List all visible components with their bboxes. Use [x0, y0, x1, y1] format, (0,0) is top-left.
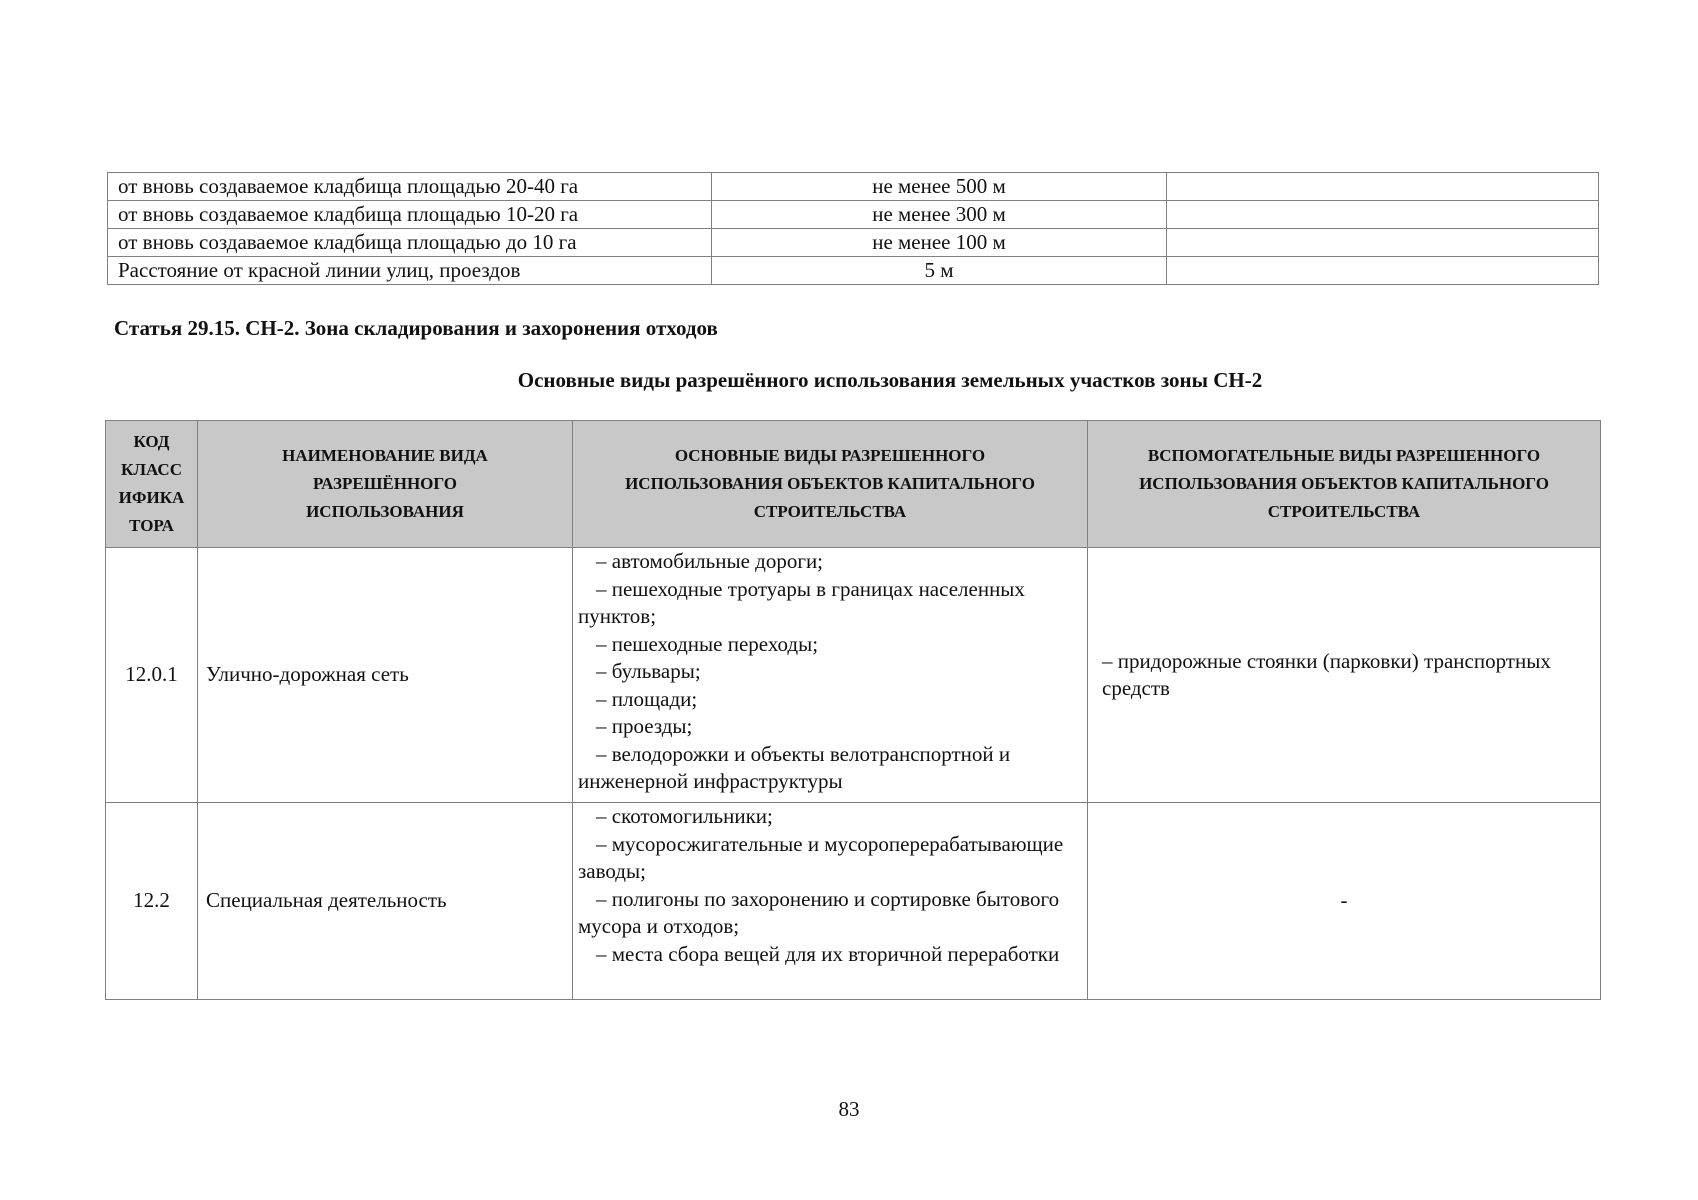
- article-heading: Статья 29.15. СН-2. Зона складирования и захоронения отходов: [114, 316, 718, 340]
- setback-name: от вновь создаваемое кладбища площадью 10-20 га: [108, 201, 712, 229]
- setback-value: не менее 500 м: [712, 173, 1167, 201]
- use-name: Специальная деятельность: [198, 803, 573, 1000]
- setback-name: Расстояние от красной линии улиц, проездов: [108, 257, 712, 285]
- table-title: Основные виды разрешённого использования земельных участков зоны СН-2: [517, 368, 1263, 392]
- setback-note: [1167, 173, 1599, 201]
- table-row: [108, 201, 1599, 229]
- table-row: [106, 548, 1601, 803]
- list-item: – велодорожки и объекты велотранспортной и инженерной инфраструктуры: [578, 741, 1011, 793]
- list-item: – мусоросжигательные и мусороперерабатывающие заводы;: [578, 831, 1064, 883]
- list-item: – автомобильные дороги;: [596, 549, 824, 573]
- classifier-code: 12.2: [106, 803, 198, 1000]
- main-uses-list: [573, 548, 1088, 803]
- aux-uses: – придорожные стоянки (парковки) транспортных средств: [1088, 548, 1601, 803]
- aux-uses: -: [1088, 803, 1601, 1000]
- land-use-table: [105, 420, 1601, 1000]
- setback-name: от вновь создаваемое кладбища площадью 20-40 га: [108, 173, 712, 201]
- list-item: – бульвары;: [596, 659, 701, 683]
- page-number: 83: [838, 1097, 860, 1121]
- table-row: [106, 803, 1601, 1000]
- use-name: Улично-дорожная сеть: [198, 548, 573, 803]
- main-uses-list: [573, 803, 1088, 1000]
- setback-value: 5 м: [712, 257, 1167, 285]
- classifier-code: 12.0.1: [106, 548, 198, 803]
- setback-value: не менее 300 м: [712, 201, 1167, 229]
- table-row: [108, 257, 1599, 285]
- setback-name: от вновь создаваемое кладбища площадью до 10 га: [108, 229, 712, 257]
- list-item: – пешеходные переходы;: [596, 631, 819, 656]
- table-header-row: [106, 421, 1601, 548]
- header-use-name: НАИМЕНОВАНИЕ ВИДА РАЗРЕШЁННОГО ИСПОЛЬЗОВАНИЯ: [198, 421, 573, 548]
- setback-note: [1167, 201, 1599, 229]
- setback-table: [107, 172, 1599, 285]
- list-item: – проезды;: [596, 714, 693, 738]
- table-row: [108, 173, 1599, 201]
- list-item: – скотомогильники;: [596, 804, 773, 828]
- setback-value: не менее 100 м: [712, 229, 1167, 257]
- header-code: КОД КЛАСС ИФИКА ТОРА: [106, 421, 198, 548]
- list-item: – пешеходные тротуары в границах населенных пунктов;: [578, 576, 1025, 628]
- header-aux-uses: ВСПОМОГАТЕЛЬНЫЕ ВИДЫ РАЗРЕШЕННОГО ИСПОЛЬЗОВАНИЯ ОБЪЕКТОВ КАПИТАЛЬНОГО СТРОИТЕЛЬСТВА: [1088, 421, 1601, 548]
- list-item: – площади;: [596, 686, 698, 711]
- setback-note: [1167, 229, 1599, 257]
- list-item: – места сбора вещей для их вторичной переработки: [596, 941, 1060, 966]
- header-main-uses: ОСНОВНЫЕ ВИДЫ РАЗРЕШЕННОГО ИСПОЛЬЗОВАНИЯ ОБЪЕКТОВ КАПИТАЛЬНОГО СТРОИТЕЛЬСТВА: [573, 421, 1088, 548]
- list-item: – полигоны по захоронению и сортировке бытового мусора и отходов;: [578, 886, 1060, 938]
- setback-note: [1167, 257, 1599, 285]
- table-row: [108, 229, 1599, 257]
